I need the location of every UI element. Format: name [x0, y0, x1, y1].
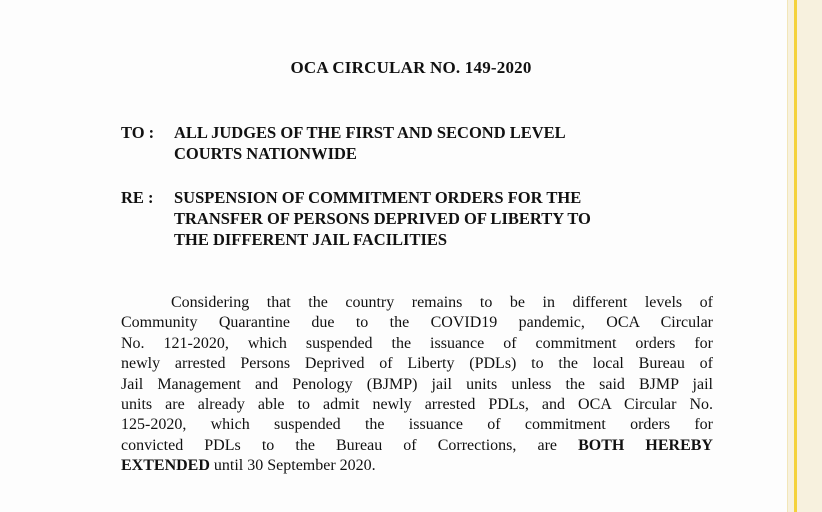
- subject-lines: [174, 187, 591, 250]
- body-text: until 30 September 2020.: [213, 457, 376, 475]
- emphasis-text: EXTENDED: [121, 457, 210, 475]
- to-label: TO :: [121, 123, 155, 142]
- body-line: 125-2020, which suspended the issuance of commitment orders for: [121, 416, 713, 434]
- body-line: Considering that the country remains to be in different levels of: [171, 294, 713, 311]
- subject-line: TRANSFER OF PERSONS DEPRIVED OF LIBERTY TO: [174, 209, 591, 228]
- subject-line: THE DIFFERENT JAIL FACILITIES: [174, 230, 448, 249]
- addressee-lines: [174, 122, 566, 164]
- body-line-with-emphasis: [121, 436, 713, 456]
- body-text: convicted PDLs to the Bureau of Corrections, are: [121, 436, 557, 454]
- body-line-final: [121, 456, 713, 476]
- body-paragraph: [121, 293, 713, 477]
- circular-title: OCA CIRCULAR NO. 149-2020: [290, 58, 532, 77]
- addressee-line: ALL JUDGES OF THE FIRST AND SECOND LEVEL: [174, 123, 566, 142]
- subject-line: SUSPENSION OF COMMITMENT ORDERS FOR THE: [174, 188, 582, 207]
- re-label: RE :: [121, 188, 154, 207]
- body-line: Jail Management and Penology (BJMP) jail units unless the said BJMP jail: [121, 375, 713, 393]
- emphasis-text: BOTH HEREBY: [578, 436, 713, 454]
- body-line: newly arrested Persons Deprived of Liberty (PDLs) to the local Bureau of: [121, 355, 713, 373]
- body-line: No. 121-2020, which suspended the issuance of commitment orders for: [121, 334, 713, 352]
- body-line: Community Quarantine due to the COVID19 pandemic, OCA Circular: [121, 314, 713, 332]
- addressee-line: COURTS NATIONWIDE: [174, 144, 357, 163]
- body-line: units are already able to admit newly arrested PDLs, and OCA Circular No.: [121, 396, 713, 414]
